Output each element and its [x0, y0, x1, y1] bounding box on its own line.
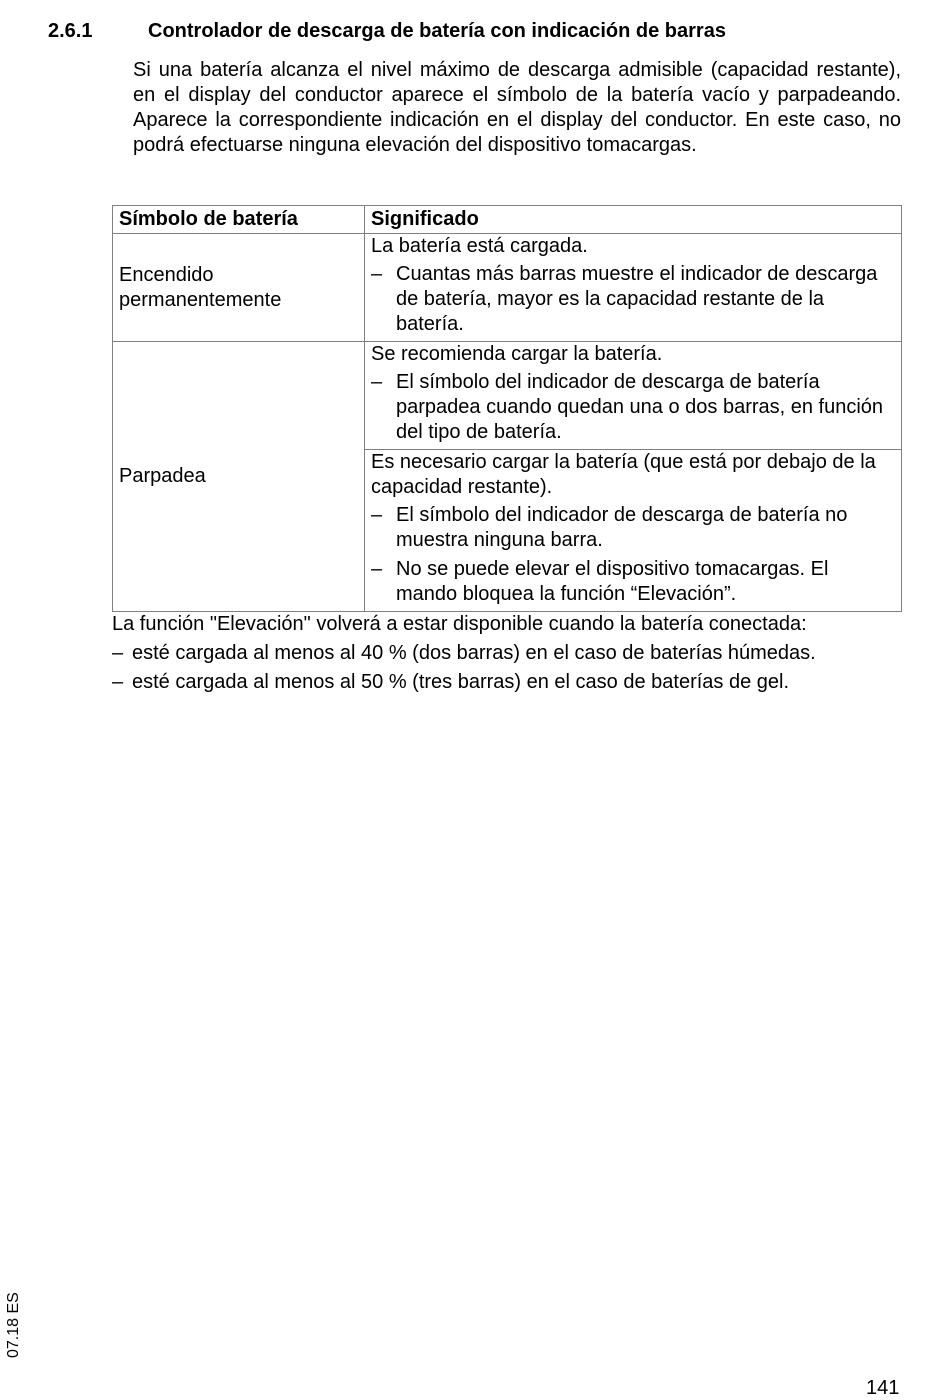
- meaning-bullets: [371, 262, 895, 337]
- meaning-text: Se recomienda cargar la batería.: [371, 343, 663, 365]
- symbol-cell: Encendido permanentemente: [113, 234, 365, 342]
- intro-paragraph: Si una batería alcanza el nivel máximo de descarga admisible (capacidad restante), en el display del conductor aparece el símbolo de la batería vacío y parpadeando. Aparece la correspondiente indicación en el display del conductor. En este caso, no podrá efectuarse ninguna elevación del dispositivo tomacargas.: [133, 59, 901, 156]
- table-row: [113, 342, 902, 450]
- meaning-cell: [365, 342, 902, 450]
- battery-symbol-table: [112, 205, 902, 612]
- meaning-bullets: [371, 503, 895, 607]
- symbol-cell: Parpadea: [113, 342, 365, 612]
- header-symbol: Símbolo de batería: [113, 206, 365, 234]
- meaning-text: Es necesario cargar la batería (que está por debajo de la capacidad restante).: [371, 451, 876, 498]
- table-row: [113, 234, 902, 342]
- note-list: [112, 641, 902, 695]
- page-number: 141: [866, 1377, 900, 1399]
- meaning-text: La batería está cargada.: [371, 235, 588, 257]
- note-text: La función "Elevación" volverá a estar disponible cuando la batería conectada:: [112, 613, 807, 635]
- meaning-cell: [365, 450, 902, 612]
- section-heading: [48, 19, 726, 43]
- header-meaning: Significado: [365, 206, 902, 234]
- section-title: Controlador de descarga de batería con indicación de barras: [148, 20, 726, 42]
- meaning-bullet: – No se puede elevar el dispositivo tomacargas. El mando bloquea la función “Elevación”.: [371, 557, 895, 607]
- meaning-bullets: [371, 370, 895, 445]
- meaning-cell: [365, 234, 902, 342]
- meaning-bullet: – El símbolo del indicador de descarga de batería no muestra ninguna barra.: [371, 503, 895, 553]
- meaning-bullet: – Cuantas más barras muestre el indicador de descarga de batería, mayor es la capacidad restante de la batería.: [371, 262, 895, 337]
- section-number: 2.6.1: [48, 20, 93, 42]
- note-item: – esté cargada al menos al 40 % (dos barras) en el caso de baterías húmedas.: [112, 641, 902, 666]
- meaning-bullet: – El símbolo del indicador de descarga de batería parpadea cuando quedan una o dos barras, en función del tipo de batería.: [371, 370, 895, 445]
- document-version-code: 07.18 ES: [5, 1292, 22, 1358]
- availability-note: [112, 612, 902, 699]
- table-header-row: [113, 206, 902, 234]
- note-item: – esté cargada al menos al 50 % (tres barras) en el caso de baterías de gel.: [112, 670, 902, 695]
